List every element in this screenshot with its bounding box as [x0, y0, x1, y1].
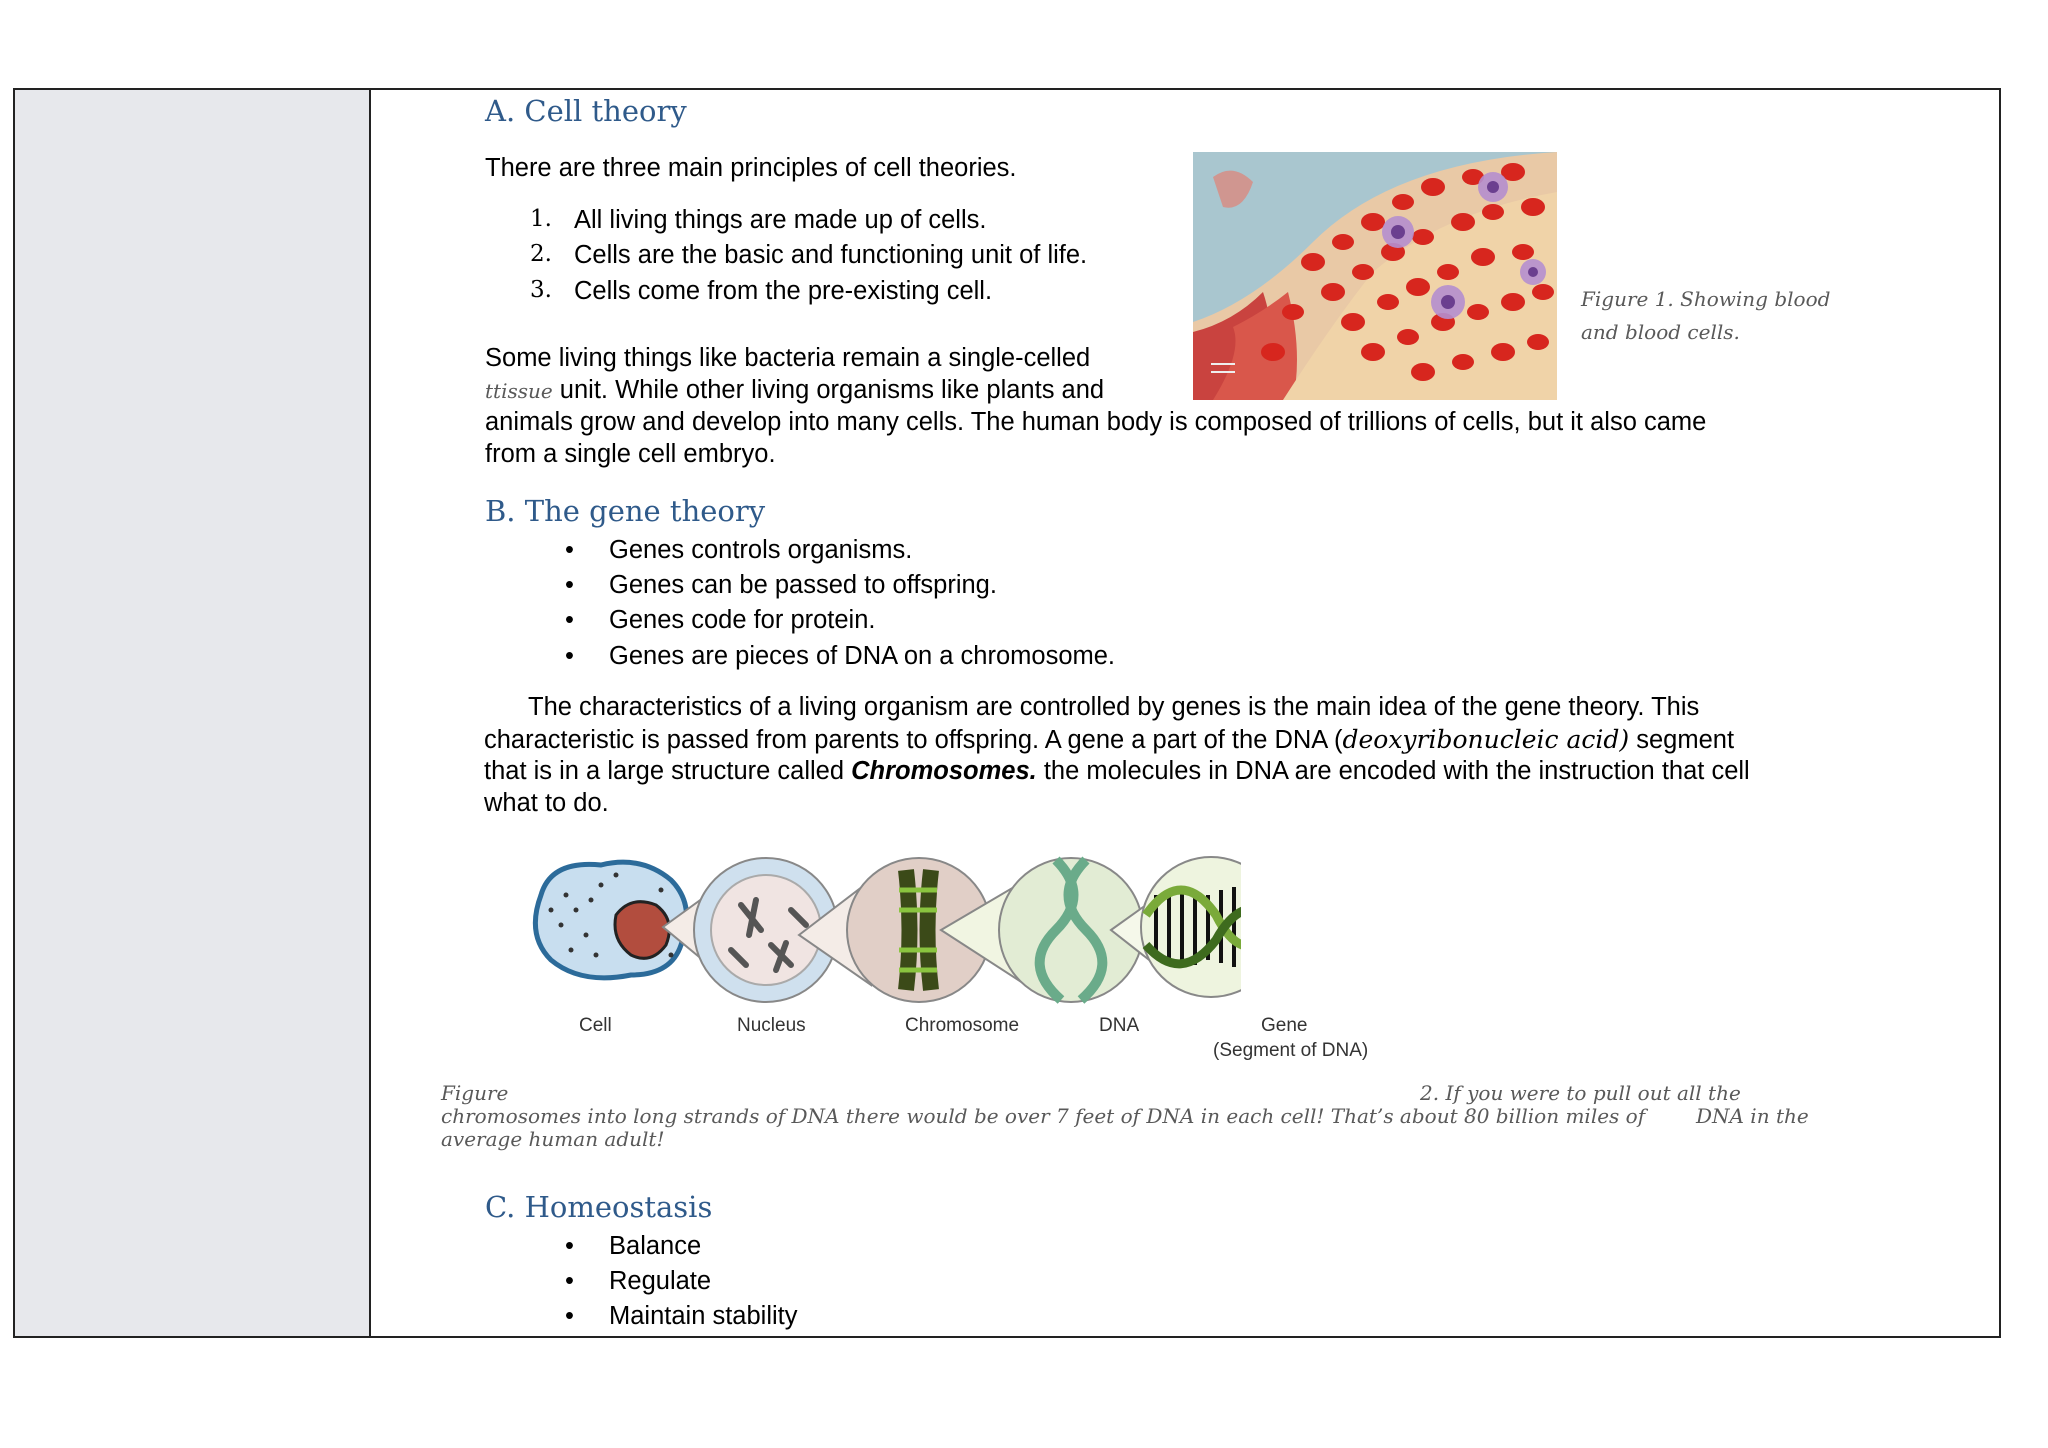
bullet-text: Regulate — [609, 1267, 712, 1295]
bullet-text: Genes code for protein. — [609, 606, 876, 634]
principle-number: 1. — [530, 206, 552, 232]
bullet-text: Genes controls organisms. — [609, 536, 913, 564]
diagram-label-gene: Gene — [1261, 1015, 1308, 1036]
bullet-text: Genes are pieces of DNA on a chromosome. — [609, 642, 1116, 670]
bullet-dot: • — [565, 606, 574, 634]
content-column — [371, 90, 1999, 1336]
gene-para-line2-a: characteristic is passed from parents to offspring. A gene a part of the DNA ( — [484, 726, 1343, 754]
bullet-dot: • — [565, 536, 574, 564]
section-b-heading: B. The gene theory — [485, 494, 766, 528]
bullet-dot: • — [565, 1302, 574, 1330]
section-a-para-line3: animals grow and develop into many cells. The human body is composed of trillions of cells, but it also came — [485, 408, 1707, 436]
diagram-label-nucleus: Nucleus — [737, 1015, 806, 1036]
figure1-caption-line1: Figure 1. Showing blood — [1581, 287, 1831, 311]
principle-text: Cells come from the pre-existing cell. — [574, 277, 993, 305]
section-a-para-line1: Some living things like bacteria remain a single-celled — [485, 344, 1091, 372]
gene-para-line2-b: segment — [1629, 726, 1735, 754]
bullet-dot: • — [565, 571, 574, 599]
chromosomes-term: Chromosomes. — [851, 757, 1037, 785]
table-frame — [13, 88, 2001, 1338]
figure1-caption-line2: and blood cells. — [1581, 320, 1740, 344]
section-a-para-line2 — [485, 376, 1104, 405]
bullet-text: Balance — [609, 1232, 702, 1260]
diagram-label-dna: DNA — [1099, 1015, 1140, 1036]
figure2-caption-line1: 2. If you were to pull out all the — [1420, 1081, 1741, 1105]
gene-para-line3 — [484, 757, 1750, 786]
gene-para-line1: The characteristics of a living organism are controlled by genes is the main idea of the gene theory. This — [528, 693, 1700, 721]
section-a-intro: There are three main principles of cell theories. — [485, 154, 1017, 182]
figure1-caption — [1581, 283, 1830, 349]
gene-para-line4: what to do. — [484, 789, 609, 817]
tissue-word: ttissue — [485, 379, 553, 403]
section-c-heading: C. Homeostasis — [485, 1190, 713, 1224]
bullet-text: Maintain stability — [609, 1302, 798, 1330]
dna-full-name: deoxyribonucleic acid) — [1342, 725, 1630, 754]
bullet-dot: • — [565, 1232, 574, 1260]
diagram-label-chromosome: Chromosome — [905, 1015, 1020, 1036]
section-a-heading: A. Cell theory — [485, 94, 687, 128]
cell-to-gene-diagram — [521, 835, 1369, 1061]
left-column — [15, 90, 371, 1336]
gene-para-line3-b: the molecules in DNA are encoded with the instruction that cell — [1036, 757, 1750, 785]
figure2-caption-word: Figure — [441, 1081, 509, 1105]
bullet-dot: • — [565, 642, 574, 670]
principle-number: 2. — [530, 241, 552, 267]
section-a-para-line4: from a single cell embryo. — [485, 440, 776, 468]
diagram-label-cell: Cell — [579, 1015, 612, 1036]
bullet-dot: • — [565, 1267, 574, 1295]
figure2-caption-line3: average human adult! — [441, 1127, 665, 1151]
principle-text: Cells are the basic and functioning unit of life. — [574, 241, 1088, 269]
gene-para-line3-a: that is in a large structure called — [484, 757, 852, 785]
gene-para-line2 — [484, 725, 1734, 755]
diagram-label-gene-sub: (Segment of DNA) — [1213, 1040, 1369, 1061]
blood-vessel-image — [1193, 152, 1557, 400]
figure2-caption-line2: chromosomes into long strands of DNA there would be over 7 feet of DNA in each cell! That’s about 80 billion miles of DNA in the — [441, 1104, 1809, 1128]
principle-text: All living things are made up of cells. — [574, 206, 987, 234]
principle-number: 3. — [530, 277, 552, 303]
para-line2-rest: unit. While other living organisms like plants and — [552, 376, 1105, 404]
bullet-text: Genes can be passed to offspring. — [609, 571, 997, 599]
